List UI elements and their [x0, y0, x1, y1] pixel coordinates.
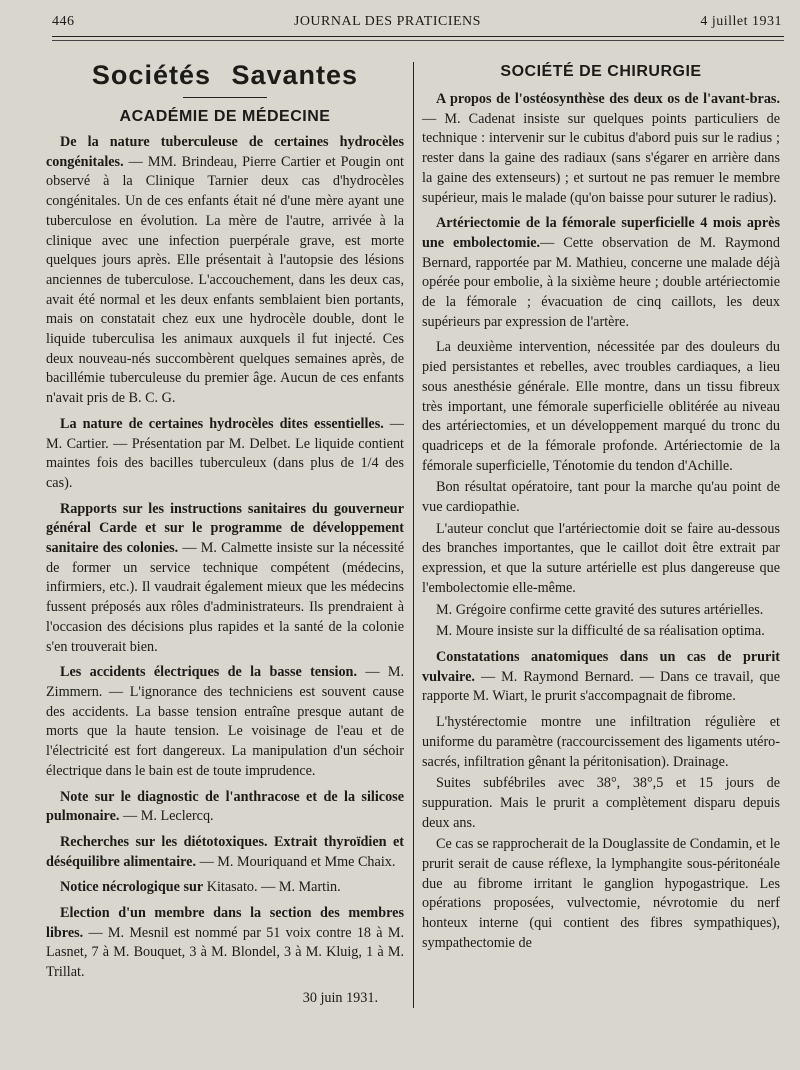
issue-date: 4 juillet 1931 — [700, 14, 782, 29]
item-text: Kitasato. — M. Martin. — [203, 879, 341, 896]
paragraph — [422, 622, 780, 642]
paragraph-title: Constatations anatomiques dans un cas de prurit vulvaire. — [422, 648, 780, 685]
paragraph — [422, 214, 780, 332]
paragraph-text: M. Moure insiste sur la difficulté de sa réalisation optima. — [436, 623, 765, 640]
item-title: Les accidents électriques de la basse tension. — [60, 664, 357, 681]
paragraph — [422, 648, 780, 707]
main-title: Sociétés Savantes — [91, 60, 359, 90]
paragraph — [422, 774, 780, 833]
item-title: Notice nécrologique sur — [60, 879, 204, 896]
journal-title: JOURNAL DES PRATICIENS — [293, 14, 481, 29]
left-column — [46, 56, 404, 1009]
paragraph-title: A propos de l'ostéosynthèse des deux os de l'avant-bras. — [436, 91, 780, 107]
item-title: Note sur le diagnostic de l'anthracose et de la silicose pulmonaire. — [46, 788, 404, 825]
item-title: Rapports sur les instructions sanitaires du gouverneur général Carde et sur le programme de développement sanitaire des colonies. — [46, 500, 404, 557]
right-column — [422, 56, 780, 956]
paragraph — [422, 520, 780, 599]
item-3 — [46, 500, 404, 658]
item-title: De la nature tuberculeuse de certaines hydrocèles congénitales. — [46, 134, 404, 170]
item-4 — [46, 663, 404, 781]
item-6 — [46, 833, 404, 872]
column-divider — [413, 62, 414, 1008]
paragraph — [422, 478, 780, 517]
item-text: — M. Mouriquand et Mme Chaix. — [196, 853, 396, 870]
item-title: Recherches sur les diétotoxiques. Extrait thyroïdien et déséquilibre alimentaire. — [46, 833, 404, 870]
page-number: 446 — [52, 14, 75, 29]
paragraph-title: Artériectomie de la fémorale superficielle 4 mois après une embolectomie. — [422, 215, 780, 251]
paragraph-text: — M. Cadenat insiste sur quelques points particuliers de technique : intervenir sur le cubitus d'abord puis sur le radius ; rester dans la gaine des radiaux (sans s'égarer en arrière dans la gaine des extenseurs) ; et surtout ne pas remuer le membre supérieur, mais le malade (qu'on baisse pour suturer le radius). — [422, 110, 780, 206]
paragraph — [422, 835, 780, 953]
page-header — [52, 14, 782, 36]
item-text: — M. Leclercq. — [119, 808, 214, 825]
item-text: — M. Zimmern. — L'ignorance des techniciens est souvent cause des accidents. La basse tension entraîne presque autant de morts que la haute tension. Le voisinage de l'eau et de l'électricité est fort dangereux. La manipulation d'un séchoir électrique dans le bain est de toute imprudence. — [46, 664, 404, 779]
header-rule-thin — [52, 40, 784, 41]
paragraph-text: Bon résultat opératoire, tant pour la marche qu'au point de vue cardiopathie. — [422, 479, 780, 516]
paragraph-text: M. Grégoire confirme cette gravité des sutures artérielles. — [436, 601, 764, 618]
item-2 — [46, 415, 404, 494]
item-8 — [46, 904, 404, 983]
paragraph — [422, 90, 780, 208]
paragraph-text: — Cette observation de M. Raymond Bernard, rapportée par M. Mathieu, concerne une malade déjà opérée pour embolie, à la sixième heure ; double artériectomie de la fémorale ; évacuation de cinq caillots, les deux supérieurs par expression de l'artère. — [422, 234, 780, 330]
paragraph — [422, 338, 780, 476]
section-title-academie: ACADÉMIE DE MÉDECINE — [119, 108, 331, 125]
paragraph — [422, 713, 780, 772]
paragraph-text: Ce cas se rapprocherait de la Douglassite de Condamin, et le prurit serait de cause réflexe, la lymphangite sous-péritonéale due au fibrome irritant le ganglion hypogastrique. Les opérations proposées, vulvectomie, névrotomie du nerf honteux interne (qui contient des fibres sympathiques), sympathectomie de — [422, 836, 780, 951]
item-title: Election d'un membre dans la section des membres libres. — [46, 905, 404, 941]
paragraph-text: L'hystérectomie montre une infiltration régulière et uniforme du paramètre (raccourcissement des ligaments utéro-sacrés, infiltration gênant la péritonisation). Drainage. — [422, 714, 780, 770]
paragraph-text: La deuxième intervention, nécessitée par des douleurs du pied persistantes et rebelles, avec troubles cardiaques, a lieu sous anesthésie générale. Elle montre, dans un tissu fibreux très important, une fémorale superficielle oblitérée au niveau des artériectomies, et un développement marqué du tronc du quadriceps et de la fémorale profonde. Artériectomie de la fémorale superficielle, Ténotomie du tendon d'Achille. — [422, 339, 780, 474]
item-text: — MM. Brindeau, Pierre Cartier et Pougin ont observé à la Clinique Tarnier deux cas d'hydrocèles congénitales. Un de ces enfants était né d'une mère ayant une tuberculose en évolution. La mère de l'autre, arrivée à la clinique avec une infection puerpérale grave, est morte quelques jours après. Elle présentait à l'autopsie des lésions anciennes de tuberculose. L'accouchement, dans les deux cas, avait été normal et les deux enfants semblaient bien portants, mais on constatait chez eux une hydrocèle double, dont le liquide tuberculisa les animaux auxquels il fut injecté. Ces deux nouveau-nés succombèrent quelques semaines après, de bacillémie tuberculeuse du premier âge. Aucun de ces enfants n'avait pris de B. C. G. — [46, 153, 404, 407]
item-title: La nature de certaines hydrocèles dites essentielles. — [60, 415, 384, 432]
closing-date: 30 juin 1931. — [302, 989, 378, 1006]
header-rule — [52, 36, 784, 37]
section-title-chirurgie: SOCIÉTÉ DE CHIRURGIE — [500, 63, 702, 80]
item-text: — M. Calmette insiste sur la nécessité de former un service technique compétent (médecins, infirmiers, etc.). Il vaudrait également mieux que les médecins fussent préposés aux rôles d'administrateurs. Ils prendraient à l'occasion des décisions plus rapides et la santé de la colonie s'en trouverait bien. — [46, 540, 404, 655]
title-divider — [183, 97, 267, 98]
item-1 — [46, 133, 404, 409]
paragraph-text: L'auteur conclut que l'artériectomie doit se faire au-dessous des branches importantes, que le caillot doit être extrait par expression, et que la suture artérielle est plus dangereuse que l'embolectomie elle-même. — [422, 520, 780, 596]
paragraph — [422, 601, 780, 621]
item-7 — [46, 878, 404, 898]
item-text: — M. Cartier. — Présentation par M. Delbet. Le liquide contient maintes fois des bacilles tuberculeux (dans plus de 1/4 des cas). — [46, 415, 404, 491]
paragraph-text: Suites subfébriles avec 38°, 38°,5 et 15 jours de suppuration. Mais le prurit a complètement disparu depuis deux ans. — [422, 775, 780, 831]
paragraph-text: — M. Raymond Bernard. — Dans ce travail, que rapporte M. Wiart, le prurit s'accompagnait de fibrome. — [422, 668, 780, 705]
item-text: — M. Mesnil est nommé par 51 voix contre 18 à M. Lasnet, 7 à M. Bouquet, 3 à M. Blondel, 3 à M. Kluig, 1 à M. Trillat. — [46, 924, 404, 981]
item-5 — [46, 788, 404, 827]
